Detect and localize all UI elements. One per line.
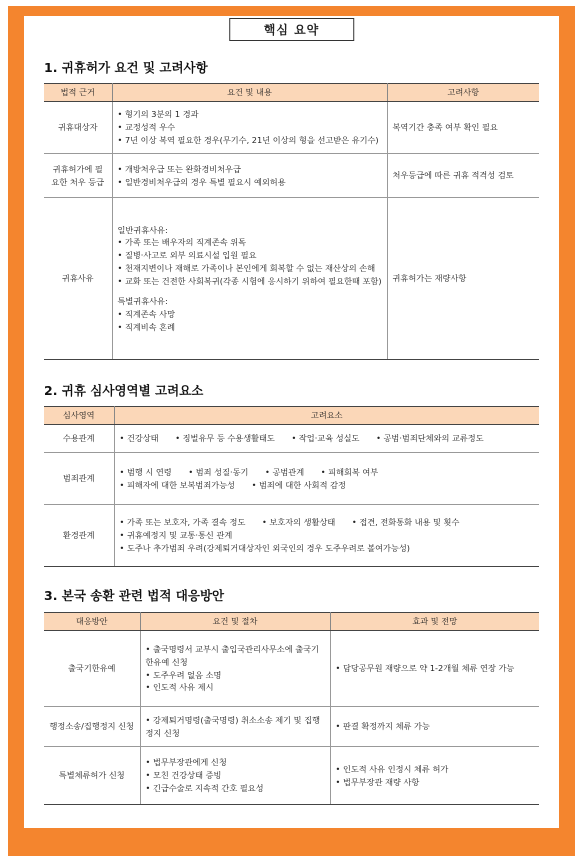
- list-item: • 판결 확정까지 체류 가능: [336, 720, 535, 733]
- factors-cell: [114, 425, 539, 453]
- row-label: 귀휴허가에 필요한 처우 등급: [44, 154, 112, 198]
- note-cell: 복역기간 충족 여부 확인 필요: [387, 102, 539, 154]
- list-item: • 개방처우급 또는 완화경비처우급: [118, 163, 382, 176]
- row-label: 환경관계: [44, 505, 114, 567]
- list-item: • 직계비속 혼례: [118, 321, 382, 334]
- list-item: • 긴급수술로 지속적 간호 필요성: [146, 782, 325, 795]
- section2-table: [44, 406, 539, 567]
- table-row: [44, 154, 539, 198]
- table-row: [44, 102, 539, 154]
- effect-cell: [330, 631, 539, 707]
- list-item: • 직계존속 사망: [118, 308, 382, 321]
- section3-heading: 3. 본국 송환 관련 법적 대응방안: [44, 588, 225, 603]
- factor-item: • 피해자에 대한 보복범죄가능성: [120, 480, 235, 490]
- effect-cell: [330, 707, 539, 747]
- factor-item: • 공범관계: [265, 467, 304, 477]
- list-item: • 가족 또는 배우자의 직계존속 위독: [118, 236, 382, 249]
- table-row: [44, 505, 539, 567]
- requirements-cell: [112, 198, 387, 360]
- table-row: [44, 198, 539, 360]
- requirements-cell: [112, 102, 387, 154]
- factor-item: • 도주나 추가범죄 우려(강제퇴거대상자인 외국인의 경우 도주우려로 볼여가능성): [120, 543, 410, 553]
- column-header: 대응방안: [44, 613, 140, 631]
- section3-table: [44, 612, 539, 805]
- row-label: 특별체류허가 신청: [44, 747, 140, 805]
- document-page: [24, 16, 559, 828]
- column-header: 심사영역: [44, 407, 114, 425]
- list-item: • 형기의 3분의 1 경과: [118, 108, 382, 121]
- list-item: • 교화 또는 건전한 사회복귀(각종 시험에 응시하기 위하여 필요한때 포함): [118, 275, 382, 288]
- row-label: 범죄관계: [44, 453, 114, 505]
- table-row: [44, 453, 539, 505]
- list-item: • 모친 건강상태 증빙: [146, 769, 325, 782]
- column-header: 법적 근거: [44, 84, 112, 102]
- factor-item: • 접견, 전화통화 내용 및 횟수: [352, 517, 459, 527]
- factor-item: • 건강상태: [120, 433, 159, 443]
- section1-heading: 1. 귀휴허가 요건 및 고려사항: [44, 60, 208, 75]
- factor-item: • 보호자의 생활상태: [262, 517, 335, 527]
- list-item: • 인도적 사유 인정시 체류 허가: [336, 763, 535, 776]
- factor-item: • 피해회복 여부: [321, 467, 379, 477]
- note-cell: 처우등급에 따른 귀휴 적격성 검토: [387, 154, 539, 198]
- factor-item: • 범죄 성질·동기: [188, 467, 248, 477]
- column-header: 요건 및 내용: [112, 84, 387, 102]
- row-label: 출국기한유예: [44, 631, 140, 707]
- list-item: • 천재지변이나 재해로 가족이나 본인에게 회복할 수 없는 재산상의 손해: [118, 262, 382, 275]
- procedure-cell: [140, 631, 330, 707]
- list-item: • 교정성적 우수: [118, 121, 382, 134]
- column-header: 고려사항: [387, 84, 539, 102]
- general-reason-title: 일반귀휴사유:: [117, 224, 168, 235]
- table-row: [44, 747, 539, 805]
- row-label: 귀휴사유: [44, 198, 112, 360]
- page-title: 핵심 요약: [229, 18, 355, 41]
- requirements-cell: [112, 154, 387, 198]
- list-item: • 출국명령서 교부시 출입국관리사무소에 출국기한유예 신청: [146, 643, 325, 668]
- note-cell: 귀휴허가는 재량사항: [387, 198, 539, 360]
- orange-frame: [8, 6, 575, 856]
- list-item: • 질병·사고로 외부 의료시설 입원 필요: [118, 249, 382, 262]
- list-item: • 법무부장관에게 신청: [146, 756, 325, 769]
- list-item: • 법무부장관 재량 사항: [336, 776, 535, 789]
- list-item: • 담당공무원 재량으로 약 1-2개월 체류 연장 가능: [336, 662, 535, 675]
- factors-cell: [114, 453, 539, 505]
- table-row: [44, 631, 539, 707]
- row-label: 수용관계: [44, 425, 114, 453]
- list-item: • 7년 이상 복역 필요한 경우(무기수, 21년 이상의 형을 선고받은 유기수): [118, 134, 382, 147]
- column-header: 요건 및 절차: [140, 613, 330, 631]
- factor-item: • 징벌유무 등 수용생활태도: [175, 433, 275, 443]
- row-label: 귀휴대상자: [44, 102, 112, 154]
- column-header: 효과 및 전망: [330, 613, 539, 631]
- factor-item: • 공범·범죄단체와의 교류정도: [376, 433, 484, 443]
- effect-cell: [330, 747, 539, 805]
- procedure-cell: [140, 747, 330, 805]
- column-header: 고려요소: [114, 407, 539, 425]
- table-header-row: [44, 84, 539, 102]
- section2-heading: 2. 귀휴 심사영역별 고려요소: [44, 383, 204, 398]
- table-header-row: [44, 613, 539, 631]
- table-row: [44, 425, 539, 453]
- factor-item: • 작업·교육 성실도: [291, 433, 359, 443]
- list-item: • 도주우려 없음 소명: [146, 669, 325, 682]
- table-row: [44, 707, 539, 747]
- factor-item: • 귀휴예정지 및 교통·통신 관계: [120, 530, 233, 540]
- factor-item: • 범죄에 대한 사회적 감정: [252, 480, 346, 490]
- section1-table: [44, 83, 539, 360]
- factor-item: • 가족 또는 보호자, 가족 결속 정도: [120, 517, 246, 527]
- factors-cell: [114, 505, 539, 567]
- procedure-cell: [140, 707, 330, 747]
- list-item: • 강제퇴거명령(출국명령) 취소소송 제기 및 집행정지 신청: [146, 714, 325, 739]
- row-label: 행정소송/집행정지 신청: [44, 707, 140, 747]
- special-reason-title: 특별귀휴사유:: [117, 296, 168, 307]
- list-item: • 일반경비처우급의 경우 특별 필요시 예외허용: [118, 176, 382, 189]
- table-header-row: [44, 407, 539, 425]
- factor-item: • 범행 시 연령: [120, 467, 172, 477]
- list-item: • 인도적 사유 제시: [146, 681, 325, 694]
